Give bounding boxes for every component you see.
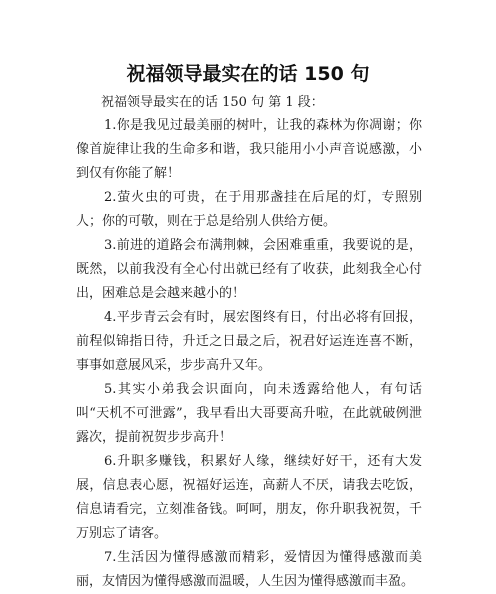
document-body <box>76 92 422 594</box>
document-title: 祝福领导最实在的话 150 句 <box>126 63 370 85</box>
paragraph-6: 6.升职多赚钱，积累好人缘，继续好好干，还有大发展，信息表心愿，祝福好运连，高薪人不厌，请我去吃饭，信息请看完，立刻准备钱。呵呵，朋友，你升职我祝贺，千万别忘了请客。 <box>76 454 422 541</box>
paragraph-7: 7.生活因为懂得感激而精彩，爱情因为懂得感激而美丽，友情因为懂得感激而温暖，人生因为懂得感激而丰盈。 <box>76 550 422 589</box>
paragraph-5: 5.其实小弟我会识面向，向未透露给他人，有句话叫“天机不可泄露”，我早看出大哥要高升啦，在此就破例泄露次，提前祝贺步步高升！ <box>76 382 422 445</box>
paragraph-2: 2.萤火虫的可贵，在于用那盏挂在后尾的灯，专照别人；你的可敬，则在于总是给别人供给方便。 <box>76 190 422 229</box>
paragraph-3: 3.前进的道路会布满荆棘，会困难重重，我要说的是，既然，以前我没有全心付出就已经有了收获，此刻我全心付出，困难总是会越来越小的！ <box>76 238 422 301</box>
paragraph-1: 1.你是我见过最美丽的树叶，让我的森林为你凋谢；你像首旋律让我的生命多和谐，我只能用小小声音说感激，小到仅有你能了解！ <box>76 118 422 181</box>
section-intro: 祝福领导最实在的话 150 句 第 1 段： <box>101 95 324 110</box>
paragraph-4: 4.平步青云会有时，展宏图终有日，付出必将有回报，前程似锦指日待，升迁之日最之后，祝君好运连连喜不断，事事如意展风采，步步高升又年。 <box>76 310 422 373</box>
